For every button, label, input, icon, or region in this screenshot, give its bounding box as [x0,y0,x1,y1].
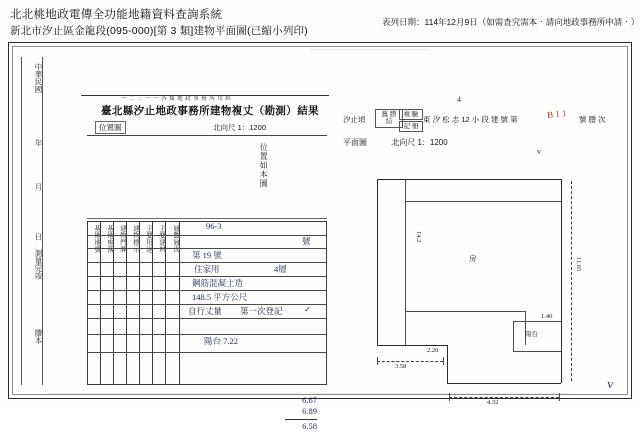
scan-artifact [309,49,429,50]
grid-value-main-use: 住家用 [194,264,220,274]
grid-col-label-4: 主要用途 [140,222,153,384]
grid-value-base-location: 號 [302,236,311,246]
approval-stamp-row [343,109,625,135]
stamp-text-tail: 號 謄 次 [579,115,606,124]
balcony-line-left [513,321,514,351]
balcony-line-top [513,321,561,322]
sum-number-2: 6.58 [302,420,317,431]
location-map-scale: 北向尺 1：1200 [213,123,266,132]
plan-dim-0: 14.2 [415,231,422,243]
plan-line-right [561,179,562,383]
strip-cell-3: 日 測量完竣 [34,233,43,280]
grid-value-survey-date: 自行丈量 [188,306,223,316]
plan-line-step-v [447,345,448,383]
stray-mark-1: 4 [457,95,461,104]
dim-tick [559,393,560,401]
plan-line-bottom [447,383,561,384]
dim-tick [449,393,450,401]
grid-value-floor-count: 4層 [274,264,287,274]
dim-tick [443,357,444,365]
form-title: 臺北縣汐止地政事務所建物複丈（勘測）結果 [101,105,319,117]
plan-partition-top [405,201,561,202]
grid-value-main-material: 鋼筋混凝土造 [192,278,244,288]
stamp-box-1: 複 驗 [399,109,423,120]
dim-tick [377,357,378,365]
stray-mark-0: v [537,147,541,156]
dim-line-right [571,181,572,381]
stamp-text: 東 汐 松 志 12 小 段 建 號 第 [423,115,518,124]
grid-rule [88,352,326,353]
grid-value-reg-reason: 第一次登記 [240,306,283,316]
grid-col-label-3: 建物標示 [127,222,140,384]
form-scale-row [87,121,327,132]
sum-number-1: 6.89 [302,406,317,417]
balcony-line-bottom [513,351,561,352]
vertical-label-strip [21,57,43,385]
strip-cell-1: 年 [34,139,43,147]
red-stamp-mark: B 1 1 [546,108,567,120]
strip-cell-4: 謄本 [34,329,43,344]
measurement-form [81,95,329,431]
form-rule [87,135,327,136]
grid-col-label-5: 主要建材 [153,222,166,384]
strip-cell-2: 月 [34,183,43,191]
grid-col-label-2: 建物門牌 [114,222,127,384]
form-tiny-title: 一 二 三 一 一 各 類 地 政 事 務 所 用 紙 [121,96,232,102]
strip-cell-0: 中華民國 [34,63,43,93]
sum-rule [285,419,317,420]
sum-number-0: 6.67 [302,395,317,405]
plan-dim-2: 3.58 [395,363,407,370]
plan-drawing [365,161,613,406]
document-subtitle: 新北市汐止區金龍段(095-000)[第 3 類]建物平面圖(已縮小列印) [10,25,308,37]
grid-col-label-6: 層數層次 [166,222,180,384]
plan-dim-1: 11.65 [575,257,582,272]
page-header [10,6,640,40]
plan-partition-bottom [405,311,525,312]
plan-dim-4: 2.20 [427,347,439,354]
location-sketch-area [87,137,327,219]
grid-col-label-1: 基地座落 [101,222,114,384]
plan-partition-left [405,179,406,345]
grid-value-balcony: 陽台 7.22 [204,336,239,346]
grid-value-base-number: 96-3 [206,221,222,231]
form-sum-numbers [277,395,317,432]
building-plan-block [339,95,627,406]
plan-scale-row [343,137,448,148]
print-date-note: 表列日期：114年12月9日（如需查究需本‧請向地政事務所申請‧） [382,17,640,27]
scanned-sheet [8,42,632,431]
location-map-label: 位置圖 [95,121,126,134]
signature-mark: v [605,375,615,392]
plan-dim-5: 1.40 [541,313,553,320]
form-data-grid: 基地地號 基地座落 建物門牌 建物標示 主要用途 主要建材 層數層次 96-3 號 第 19 號 住家用 鋼筋混凝土造 4層 148.5 平方公尺 陽台 7.22 自行丈量 第一次登記 ✓ [87,221,327,385]
balcony-label: 陽台 [525,331,538,338]
grid-col-label-0: 基地地號 [88,222,101,384]
dim-line-bottom-2 [449,397,559,398]
plan-label: 平面圖 [343,138,367,147]
stamp-box-0: 舊 謄 結 [375,109,403,128]
plan-dim-3: 4.32 [487,399,499,406]
sketch-baseline [87,218,327,219]
system-title: 北北桃地政電傳全功能地籍資料查詢系統 [10,9,223,21]
grid-rule [88,318,326,319]
room-label: 房 [469,254,477,263]
stamp-box-2: 記 冊 [399,121,423,132]
stamp-office-label: 汐止頃 [343,115,366,124]
grid-value-door-plate: 第 19 號 [192,250,222,260]
dim-line-bottom-1 [377,361,443,362]
plan-line-bottom-left [377,345,447,346]
grid-rule [88,235,326,236]
plan-scale-value: 北向尺 1：1200 [391,138,448,147]
location-sketch-note: 位置如本圖 [259,143,269,188]
plan-partition-v2 [525,311,526,345]
plan-line-left [377,179,378,345]
grid-value-area: 148.5 平方公尺 [192,292,248,302]
